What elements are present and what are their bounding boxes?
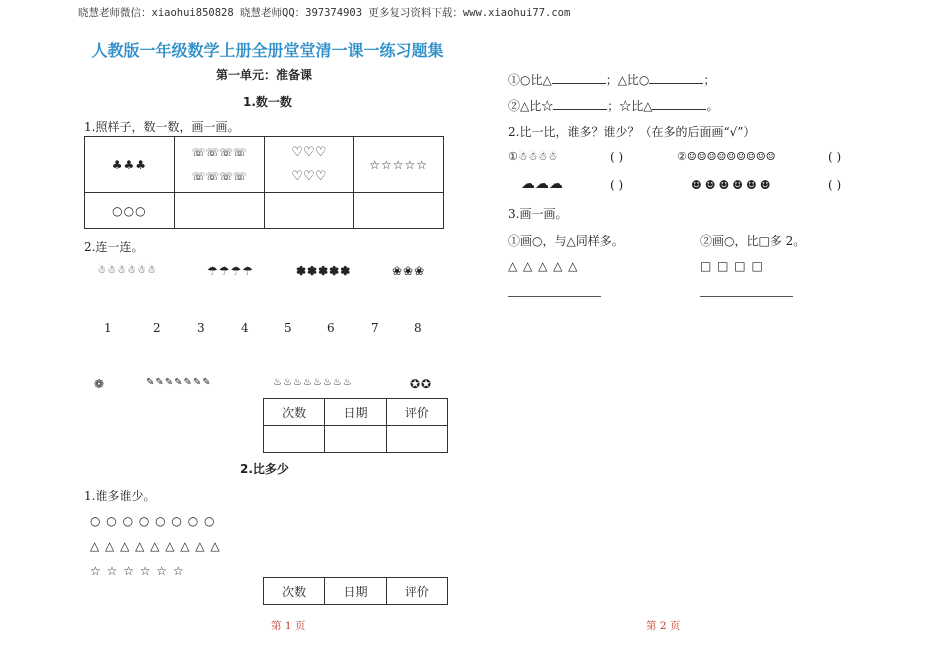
counting-table: [84, 136, 444, 229]
lesson2-title: 2.比多少: [240, 462, 289, 476]
document-title: 人教版一年级数学上册全册堂堂清一课一练习题集: [91, 41, 444, 60]
page-header: 晓慧老师微信：xiaohui850828 晓慧老师QQ：397374903 更多复习资料下载：www.xiaohui77.com: [78, 7, 571, 19]
eval-cell[interactable]: [325, 426, 386, 453]
sun-group: ❁: [94, 377, 106, 391]
number-2[interactable]: 2: [153, 321, 161, 335]
square-shapes: □ □ □ □: [700, 259, 764, 273]
table-cell-circles: ○○○: [85, 193, 175, 229]
answer-blank[interactable]: [652, 99, 706, 110]
number-8[interactable]: 8: [414, 321, 422, 335]
eval-cell[interactable]: [264, 426, 325, 453]
triangle-row: △ △ △ △ △ △ △ △ △: [90, 539, 221, 553]
pencil-group: ✎✎✎✎✎✎✎: [146, 377, 212, 388]
eval-header-count: 次数: [264, 578, 325, 605]
smiley-compare: ②☺☺☺☺☺☺☺☺☺: [677, 150, 776, 163]
check-paren[interactable]: ( ): [828, 178, 842, 192]
snowman-group: ☃☃☃☃☃☃: [97, 265, 157, 276]
snowman-compare: ①☃☃☃☃: [508, 150, 558, 163]
answer-blank[interactable]: [553, 99, 607, 110]
hot-spring-group: ♨♨♨♨♨♨♨♨: [273, 377, 353, 388]
check-paren[interactable]: ( ): [828, 150, 842, 164]
eval-header-date: 日期: [325, 399, 386, 426]
eval-header-count: 次数: [264, 399, 325, 426]
lesson1-question1: 1.照样子，数一数，画一画。: [84, 120, 240, 134]
drawing-line-2[interactable]: [700, 296, 793, 297]
table-cell-hearts: ♡♡♡ ♡♡♡: [264, 137, 354, 193]
circle-row: ○ ○ ○ ○ ○ ○ ○ ○: [90, 514, 216, 528]
number-5[interactable]: 5: [284, 321, 292, 335]
star-circle-group: ✪✪: [410, 377, 433, 391]
check-paren[interactable]: ( ): [610, 178, 624, 192]
page-number-1: 第 1 页: [271, 620, 306, 632]
flower-group: ✽✽✽✽✽: [296, 264, 352, 278]
table-cell-blank-1[interactable]: [174, 193, 264, 229]
eval-header-date: 日期: [325, 578, 386, 605]
umbrella-group: ☂☂☂☂: [207, 264, 255, 278]
answer-blank[interactable]: [649, 73, 703, 84]
lesson1-question2: 2.连一连。: [84, 240, 144, 254]
compare-answer-1: ①○比△ ；△比○ ；: [508, 73, 716, 87]
star-row: ☆ ☆ ☆ ☆ ☆ ☆: [90, 564, 185, 578]
number-3[interactable]: 3: [197, 321, 205, 335]
compare-answer-2: ②△比☆ ；☆比△ 。: [508, 99, 719, 113]
table-cell-clubs: ♣♣♣: [85, 137, 175, 193]
answer-blank[interactable]: [552, 73, 606, 84]
check-paren[interactable]: ( ): [610, 150, 624, 164]
table-cell-phones: ☏☏☏☏ ☏☏☏☏: [174, 137, 264, 193]
blossom-group: ❀❀❀: [392, 264, 426, 278]
page2-question2: 2.比一比，谁多？谁少？（在多的后面画“√”）: [508, 125, 756, 139]
number-7[interactable]: 7: [371, 321, 379, 335]
draw-task-1: ①画○，与△同样多。: [508, 234, 624, 248]
page2-question3: 3.画一画。: [508, 207, 568, 221]
eval-header-rating: 评价: [386, 578, 447, 605]
triangle-shapes: △ △ △ △ △: [508, 259, 579, 273]
lesson1-title: 1.数一数: [243, 95, 292, 109]
drawing-line-1[interactable]: [508, 296, 601, 297]
table-cell-blank-3[interactable]: [354, 193, 444, 229]
lesson2-question1: 1.谁多谁少。: [84, 489, 156, 503]
unit-title: 第一单元：准备课: [216, 68, 313, 82]
number-6[interactable]: 6: [327, 321, 335, 335]
table-cell-stars: ☆☆☆☆☆: [354, 137, 444, 193]
number-4[interactable]: 4: [241, 321, 249, 335]
face-compare: ☻☻☻☻☻☻: [691, 178, 774, 192]
eval-header-rating: 评价: [386, 399, 447, 426]
evaluation-table-1: [263, 398, 448, 453]
eval-cell[interactable]: [386, 426, 447, 453]
table-cell-blank-2[interactable]: [264, 193, 354, 229]
cloud-compare: ☁☁☁: [521, 176, 563, 192]
page-number-2: 第 2 页: [646, 620, 681, 632]
number-1[interactable]: 1: [104, 321, 112, 335]
draw-task-2: ②画○，比□多 2。: [700, 234, 806, 248]
evaluation-table-2: [263, 577, 448, 605]
